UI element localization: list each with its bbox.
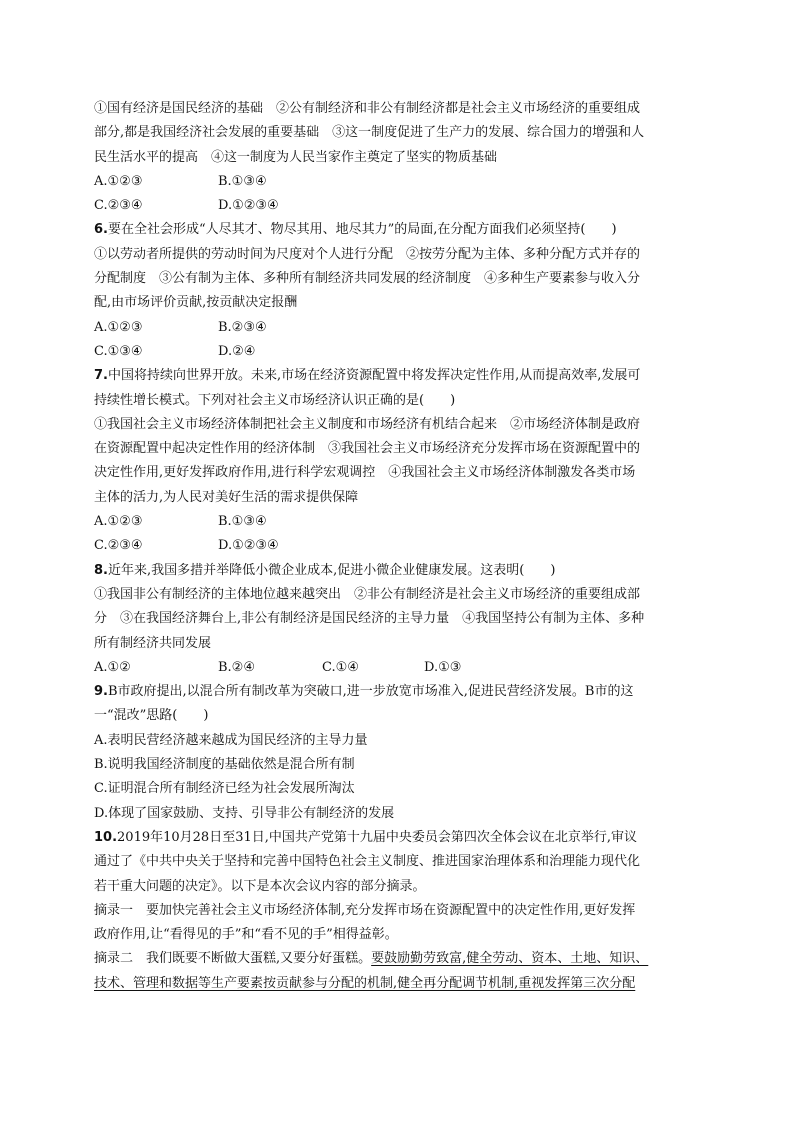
q5-statement-line: 民生活水平的提高 ④这一制度为人民当家作主奠定了坚实的物质基础 [94, 149, 498, 165]
q7-option-c: C.②③④ [94, 538, 143, 554]
q6-statement-line: 配,由市场评价贡献,按贡献决定报酬 [94, 295, 298, 311]
q6-question [94, 218, 716, 242]
q10-excerpt2-underlined-line: 技术、管理和数据等生产要素按贡献参与分配的机制,健全再分配调节机制,重视发挥第三次分配 [94, 975, 636, 991]
q6-option-c: C.①③④ [94, 343, 143, 359]
q7-statement-line: 主体的活力,为人民对美好生活的需求提供保障 [94, 489, 359, 505]
q8-option-b: B.②④ [218, 659, 255, 675]
q7-options-row [94, 510, 716, 534]
q8-statement-line: 分 ③在我国经济舞台上,非公有制经济是国民经济的主导力量 ④我国坚持公有制为主体、多种 [94, 611, 645, 627]
q6-statement-line: ①以劳动者所提供的劳动时间为尺度对个人进行分配 ②按劳分配为主体、多种分配方式并存的 [94, 246, 641, 262]
q6-options-row [94, 340, 716, 364]
q9-question-line2: 一“混改”思路( ) [94, 708, 209, 724]
q10-excerpt2-line [94, 947, 716, 971]
q8-statement-line: ①我国非公有制经济的主体地位越来越突出 ②非公有制经济是社会主义市场经济的重要组成部 [94, 586, 641, 602]
q5-option-a: A.①②③ [94, 173, 143, 189]
q5-option-b: B.①③④ [218, 173, 267, 189]
q9-option-d: D.体现了国家鼓励、支持、引导非公有制经济的发展 [94, 805, 395, 821]
q5-options-row [94, 170, 716, 194]
q6-question-text: 要在全社会形成“人尽其才、物尽其用、地尽其力”的局面,在分配方面我们必须坚持( ) [107, 222, 617, 238]
q8-options-row [94, 656, 716, 680]
q7-option-a: A.①②③ [94, 514, 143, 530]
q10-intro-line: 若干重大问题的决定》。以下是本次会议内容的部分摘录。 [94, 878, 426, 894]
q8-option-a: A.①② [94, 659, 131, 675]
q7-number: 7. [94, 368, 108, 384]
q7-statement-line: ①我国社会主义市场经济体制把社会主义制度和市场经济有机结合起来 ②市场经济体制是政府 [94, 416, 641, 432]
q8-number: 8. [94, 562, 108, 578]
q9-option-a: A.表明民营经济越来越成为国民经济的主导力量 [94, 732, 368, 748]
q7-question-line2: 持续性增长模式。下列对社会主义市场经济认识正确的是( ) [94, 392, 456, 408]
q8-option-c: C.①④ [322, 659, 359, 675]
q6-number: 6. [94, 222, 108, 238]
q10-excerpt2-text: 摘录二 我们既要不断做大蛋糕,又要分好蛋糕。 [94, 951, 372, 967]
q10-intro-line [94, 826, 716, 850]
q8-question-text: 近年来,我国多措并举降低小微企业成本,促进小微企业健康发展。这表明( ) [107, 562, 556, 578]
q10-excerpt2-underlined: 要鼓励勤劳致富,健全劳动、资本、土地、知识、 [371, 951, 649, 967]
page-content [94, 97, 716, 996]
q5-option-c: C.②③④ [94, 198, 143, 214]
q7-statement-line: 在资源配置中起决定性作用的经济体制 ③我国社会主义市场经济充分发挥市场在资源配置中的 [94, 441, 641, 457]
q8-option-d: D.①③ [424, 659, 462, 675]
q5-option-d: D.①②③④ [218, 198, 279, 214]
q6-statement-line: 分配制度 ③公有制为主体、多种所有制经济共同发展的经济制度 ④多种生产要素参与收入分 [94, 271, 641, 287]
q8-question [94, 559, 716, 583]
q6-option-a: A.①②③ [94, 319, 143, 335]
q9-option-c: C.证明混合所有制经济已经为社会发展所淘汰 [94, 781, 355, 797]
q8-statement-line: 所有制经济共同发展 [94, 635, 212, 651]
q9-question [94, 680, 716, 704]
q7-question-text: 中国将持续向世界开放。未来,市场在经济资源配置中将发挥决定性作用,从而提高效率,发展可 [107, 368, 641, 384]
q10-number: 10. [94, 829, 118, 845]
q10-intro-line: 通过了《中共中央关于坚持和完善中国特色社会主义制度、推进国家治理体系和治理能力现代化 [94, 854, 641, 870]
q10-excerpt1-line: 政府作用,让“看得见的手”和“看不见的手”相得益彰。 [94, 927, 398, 943]
q7-option-b: B.①③④ [218, 514, 267, 530]
q5-options-row [94, 194, 716, 218]
q7-options-row [94, 534, 716, 558]
q9-option-b: B.说明我国经济制度的基础依然是混合所有制 [94, 757, 355, 773]
q7-statement-line: 决定性作用,更好发挥政府作用,进行科学宏观调控 ④我国社会主义市场经济体制激发各类市场 [94, 465, 636, 481]
q9-question-text: B市政府提出,以混合所有制改革为突破口,进一步放宽市场准入,促进民营经济发展。B市的这 [107, 684, 634, 700]
q5-statement-line: 部分,都是我国经济社会发展的重要基础 ③这一制度促进了生产力的发展、综合国力的增强和人 [94, 125, 645, 141]
q6-options-row [94, 316, 716, 340]
q10-excerpt1-line: 摘录一 要加快完善社会主义市场经济体制,充分发挥市场在资源配置中的决定性作用,更好发挥 [94, 902, 636, 918]
q10-intro-text: 2019年10月28日至31日,中国共产党第十九届中央委员会第四次全体会议在北京举行,审议 [117, 829, 638, 845]
q9-number: 9. [94, 684, 108, 700]
q7-question [94, 364, 716, 388]
q6-option-d: D.②④ [218, 343, 256, 359]
q7-option-d: D.①②③④ [218, 538, 279, 554]
q5-statement-line: ①国有经济是国民经济的基础 ②公有制经济和非公有制经济都是社会主义市场经济的重要组成 [94, 101, 641, 116]
q6-option-b: B.②③④ [218, 319, 267, 335]
